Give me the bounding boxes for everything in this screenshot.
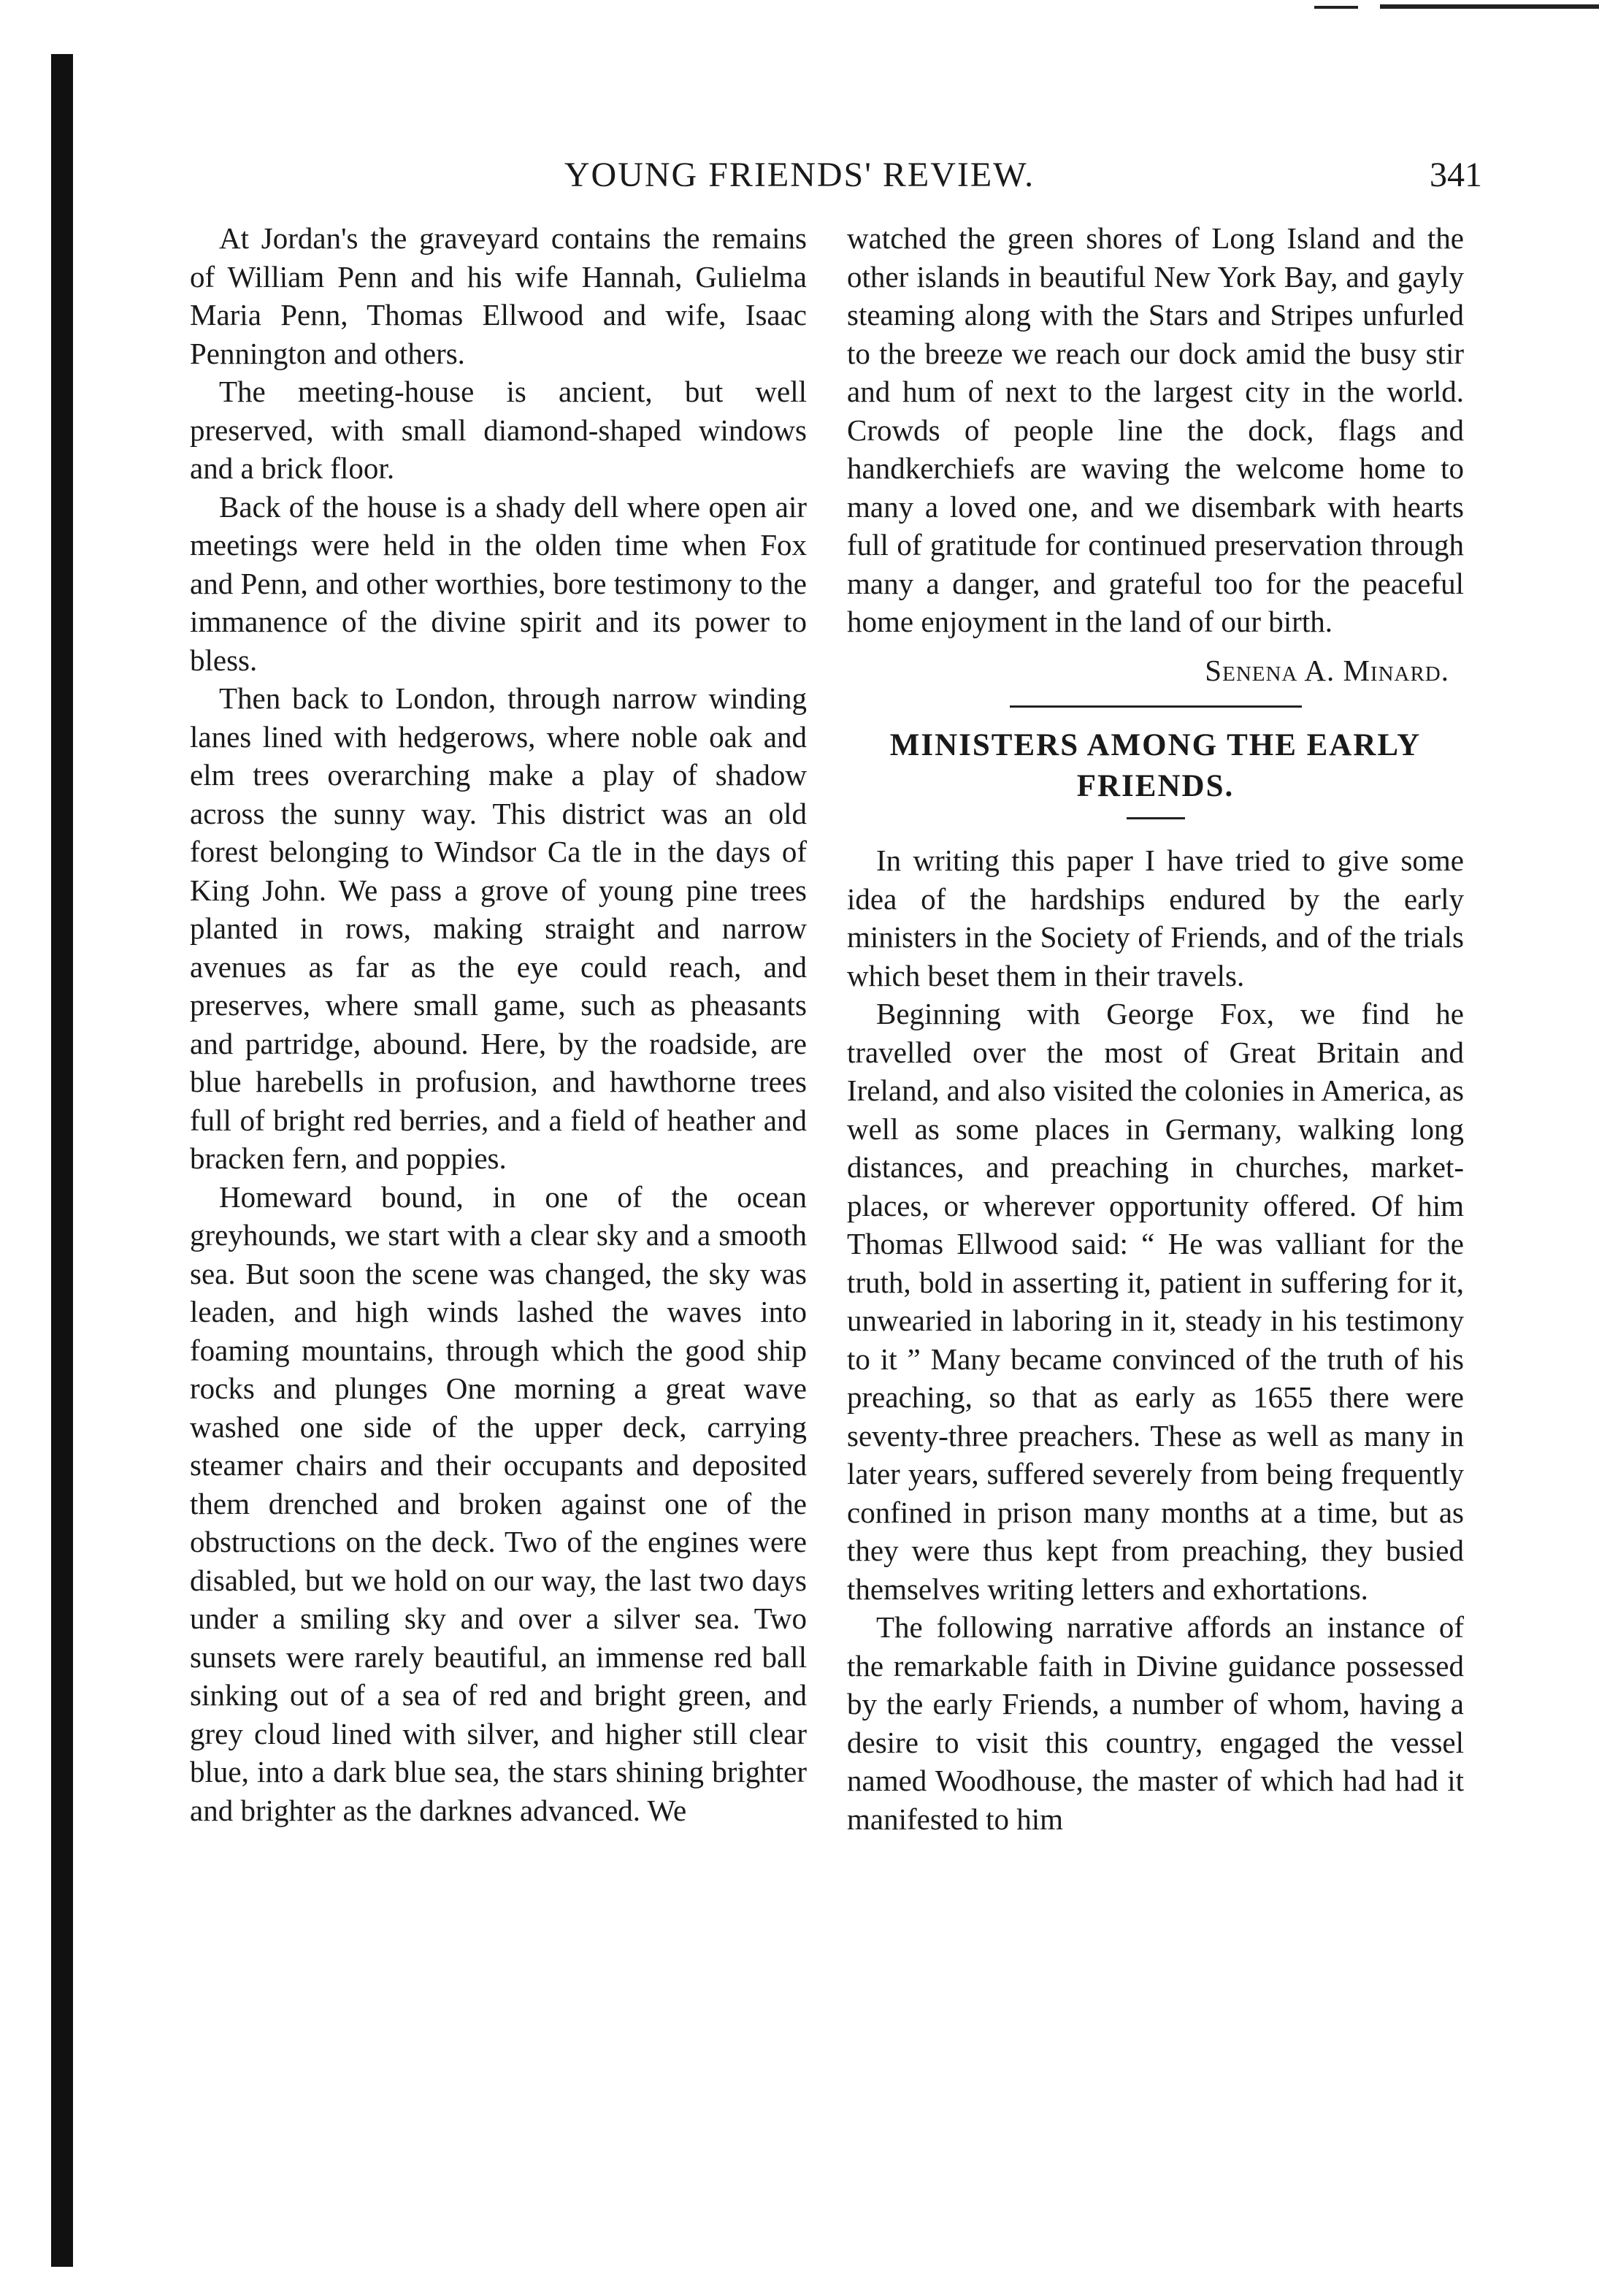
right-column	[847, 219, 1464, 1838]
page-number: 341	[1430, 156, 1482, 194]
paragraph: Beginning with George Fox, we find he travelled over the most of Great Britain and Ireland, and also visited the colonies in America, as well as some places in Germany, walking long distances, and preaching in churches, market-places, or wherever opportunity offered. Of him Thomas Ellwood said: “ He was valliant for the truth, bold in asserting it, patient in suffering for it, unwearied in laboring in it, steady in his testimony to it ” Many became convinced of the truth of his preaching, so that as early as 1655 there were seventy-three preachers. These as well as many in later years, suffered severely from being frequently confined in prison many months at a time, but as they were thus kept from preaching, they busied themselves writing letters and exhortations.	[847, 997, 1464, 1606]
left-column	[190, 219, 807, 1829]
paragraph: At Jordan's the graveyard contains the remains of William Penn and his wife Hannah, Gulielma Maria Penn, Thomas Ellwood and wife, Isaac Pennington and others.	[190, 221, 807, 370]
top-rule	[1380, 4, 1599, 9]
paragraph: Then back to London, through narrow winding lanes lined with hedgerows, where noble oak and elm trees overarching make a play of shadow across the sunny way. This district was an old forest belonging to Windsor Ca tle in the days of King John. We pass a grove of young pine trees planted in rows, making straight and narrow avenues as far as the eye could reach, and preserves, where small game, such as pheasants and partridge, abound. Here, by the roadside, are blue harebells in profusion, and hawthorne trees full of bright red berries, and a field of heather and bracken fern, and poppies.	[190, 681, 807, 1175]
binding-edge	[51, 54, 73, 2267]
section-divider	[1010, 705, 1302, 708]
paragraph: In writing this paper I have tried to give some idea of the hardships endured by the early ministers in the Society of Friends, and of the trials which beset them in their travels.	[847, 843, 1464, 992]
running-header: YOUNG FRIENDS' REVIEW.	[564, 156, 1035, 194]
paragraph: Homeward bound, in one of the ocean greyhounds, we start with a clear sky and a smooth sea. But soon the scene was changed, the sky was leaden, and high winds lashed the waves into foaming mountains, through which the good ship rocks and plunges One morning a great wave washed one side of the upper deck, carrying steamer chairs and their occupants and deposited them drenched and broken against one of the obstructions on the deck. Two of the engines were disabled, but we hold on our way, the last two days under a smiling sky and over a silver sea. Two sunsets were rarely beautiful, an immense red ball sinking out of a sea of red and bright green, and grey cloud lined with silver, and higher still clear blue, into a dark blue sea, the stars shining brighter and brighter as the darknes advanced. We	[190, 1179, 807, 1827]
title-divider	[1127, 817, 1185, 819]
paragraph: The following narrative affords an instance of the remarkable faith in Divine guidance possessed by the early Friends, a number of whom, having a desire to visit this country, engaged the vessel named Woodhouse, the master of which had had it manifested to him	[847, 1610, 1464, 1836]
section-title: MINISTERS AMONG THE EARLY FRIENDS.	[889, 728, 1422, 803]
author-signature: Senena A. Minard.	[1205, 653, 1449, 687]
paragraph-continuation: watched the green shores of Long Island and the other islands in beautiful New York Bay, and gayly steaming along with the Stars and Stripes unfurled to the breeze we reach our dock amid the busy stir and hum of next to the largest city in the world. Crowds of people line the dock, flags and handkerchiefs are waving the welcome home to many a loved one, and we disembark with hearts full of gratitude for continued preservation through many a danger, and grateful too for the peaceful home enjoyment in the land of our birth.	[847, 221, 1464, 638]
paragraph: The meeting-house is ancient, but well preserved, with small diamond-shaped windows and a brick floor.	[190, 375, 807, 485]
paragraph: Back of the house is a shady dell where open air meetings were held in the olden time when Fox and Penn, and other worthies, bore testimony to the immanence of the divine spirit and its power to bless.	[190, 489, 807, 677]
top-rule-short	[1314, 6, 1358, 9]
